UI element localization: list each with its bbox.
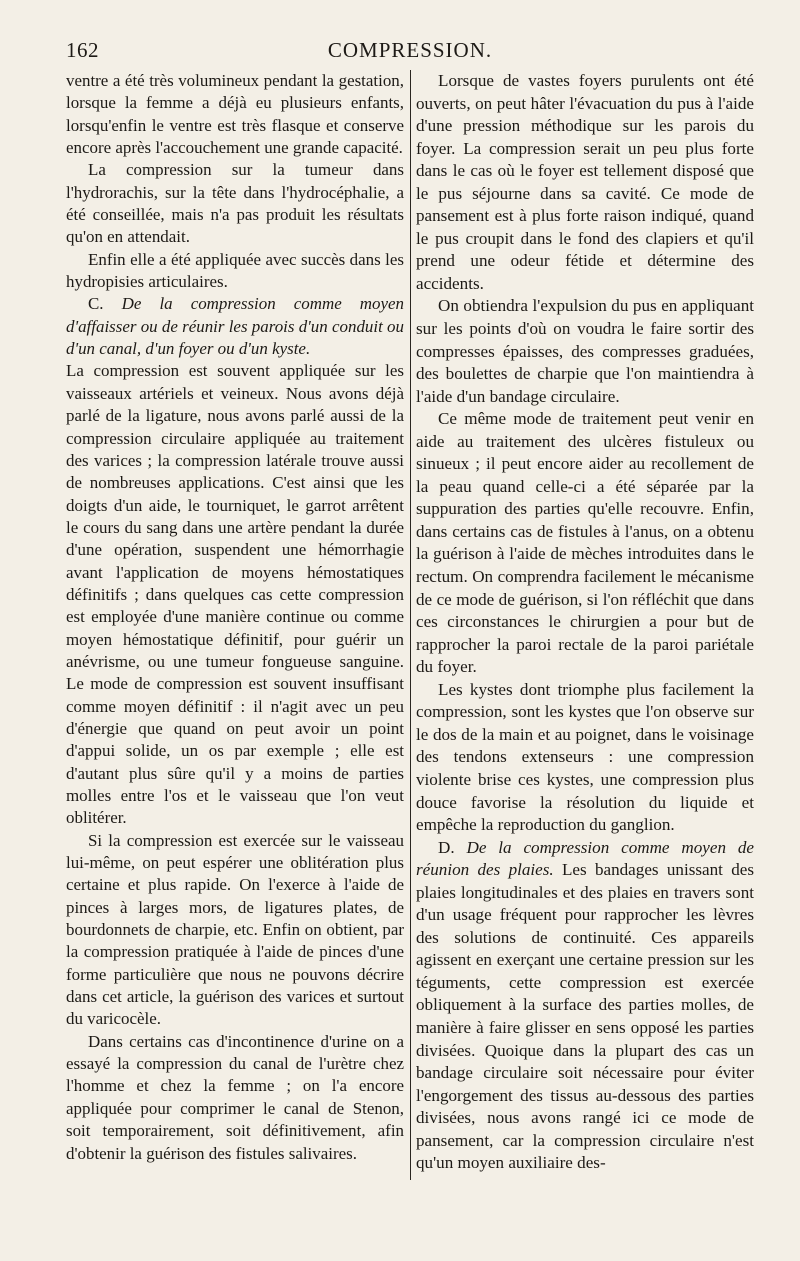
paragraph: Si la compression est exercée sur le vaisseau lui-même, on peut espérer une oblitération plus certaine et plus rapide. On l'exerce à l'aide de pinces à larges mors, de ligatures plates, de bourdonnets de charpie, etc. Enfin on obtient, par la compression pratiquée à l'aide de pinces d'une forme particulière que nous ne pouvons décrire dans cet article, la guérison des varices et surtout du varicocèle. xyxy=(66,830,404,1029)
section-letter: C. xyxy=(88,294,104,314)
running-title: COMPRESSION. xyxy=(327,38,493,62)
paragraph: Ce même mode de traitement peut venir en aide au traitement des ulcères fistuleux ou sinueux ; il peut encore aider au recollement de la peau quand celle-ci a été séparée par la suppuration des parties qu'elle recouvre. Enfin, dans certains cas de fistules à l'anus, on a obtenu la guérison à l'aide de mèches introduites dans le rectum. On comprendra facilement le mécanisme de ce mode de guérison, si l'on réfléchit que dans ces circonstances le chirurgien a pour but de rapprocher la paroi rectale de la paroi pariétale du foyer. xyxy=(416,409,754,677)
paragraph: Enfin elle a été appliquée avec succès dans les hydropisies articulaires. xyxy=(66,249,404,292)
section-heading: De la compression comme moyen d'affaisser ou de réunir les parois d'un conduit ou d'un canal, d'un foyer ou d'un kyste. xyxy=(66,294,405,359)
column-divider xyxy=(410,70,411,1180)
section-heading: De la compression comme moyen de réunion des plaies. xyxy=(416,837,754,880)
left-column xyxy=(66,70,404,1165)
section-paragraph xyxy=(66,293,404,360)
paragraph: ventre a été très volumineux pendant la gestation, lorsque la femme a déjà eu plusieurs enfants, lorsqu'enfin le ventre est très flasque et conserve encore après l'accouchement une grande capacité. xyxy=(66,71,404,158)
paragraph: On obtiendra l'expulsion du pus en appliquant sur les points d'où on voudra le faire sortir des compresses épaisses, des compresses graduées, des boulettes de charpie que l'on maintiendra à l'aide d'un bandage circulaire. xyxy=(416,296,754,406)
paragraph: Les kystes dont triomphe plus facilement la compression, sont les kystes que l'on observe sur le dos de la main et au poignet, dans le voisinage des tendons extenseurs : une compression violente brise ces kystes, une compression plus douce favorise la résolution du liquide et empêche la reproduction du ganglion. xyxy=(416,679,754,835)
section-paragraph xyxy=(416,837,754,1175)
paragraph: Dans certains cas d'incontinence d'urine on a essayé la compression du canal de l'urètre chez l'homme et chez la femme ; on l'a encore appliquée pour comprimer le canal de Stenon, soit temporairement, soit définitivement, afin d'obtenir la guérison des fistules salivaires. xyxy=(66,1031,404,1163)
paragraph: Lorsque de vastes foyers purulents ont été ouverts, on peut hâter l'évacuation du pus à l'aide d'une pression méthodique sur les parois du foyer. La compression serait un peu plus forte dans le cas où le foyer est tellement disposé que le pus séjourne dans sa cavité. Ce mode de pansement est à plus forte raison indiqué, quand le pus croupit dans le fond des clapiers et qu'il prend une odeur fétide et détermine des accidents. xyxy=(416,71,754,293)
paragraph: La compression sur la tumeur dans l'hydrorachis, sur la tête dans l'hydrocéphalie, a été conseillée, mais n'a pas produit les résultats qu'on en attendait. xyxy=(66,160,404,247)
paragraph-text: Les bandages unissant des plaies longitudinales et des plaies en travers sont d'un usage fréquent pour rapprocher les lèvres des solutions de continuité. Ces appareils agissent en exerçant une certaine pression sur les téguments, cette compression est exercée obliquement à la surface des parties molles, de manière à faire glisser en sens opposé les parties divisées. Quoique dans la plupart des cas un bandage circulaire soit nécessaire pour éviter l'engorgement des tissus au-dessous des parties divisées, nous avons rangé ici ce mode de pansement, car la compression circulaire n'est qu'un moyen auxiliaire des- xyxy=(416,860,754,1173)
right-column xyxy=(416,70,754,1175)
page-number: 162 xyxy=(66,38,99,62)
page-header xyxy=(66,38,754,68)
section-letter: D. xyxy=(438,837,455,857)
paragraph: La compression est souvent appliquée sur les vaisseaux artériels et veineux. Nous avons déjà parlé de la ligature, nous avons parlé aussi de la compression circulaire appliquée au traitement des varices ; la compression latérale trouve aussi de nombreuses applications. C'est ainsi que les doigts d'un aide, le tourniquet, le garrot arrêtent le cours du sang dans une artère pendant la durée d'une opération, suspendent une hémorrhagie avant l'application de moyens hémostatiques définitifs ; dans quelques cas cette compression est employée d'une manière continue ou comme moyen hémostatique définitif, pour guérir un anévrisme, ou une tumeur fongueuse sanguine. Le mode de compression est souvent insuffisant comme moyen définitif : il n'agit avec un peu d'énergie que quand on peut avoir un point d'appui solide, un os par exemple ; elle est d'autant plus sûre qu'il y a moins de parties molles entre l'os et le vaisseau que l'on veut oblitérer. xyxy=(66,361,404,828)
